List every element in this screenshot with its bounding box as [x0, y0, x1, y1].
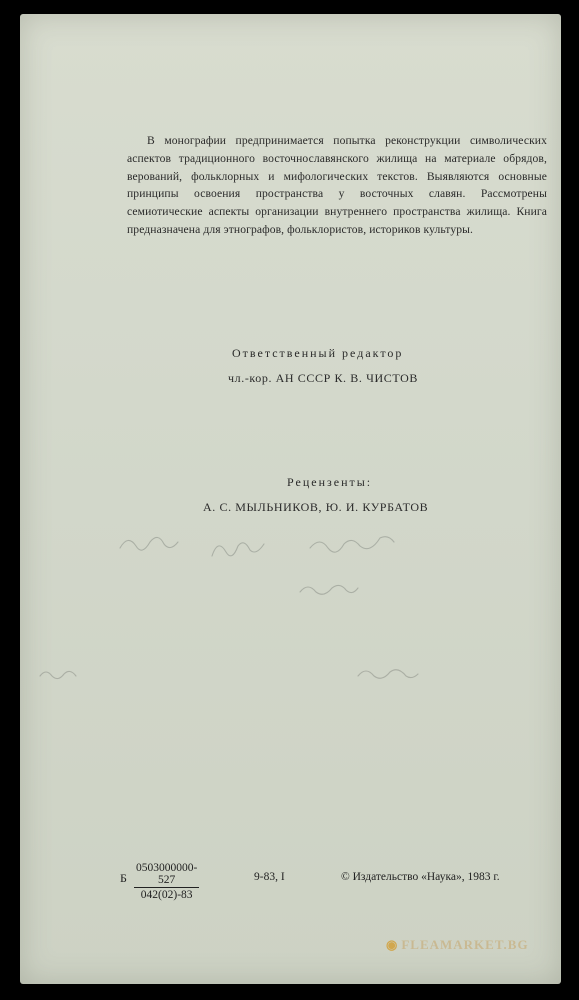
code-fraction [134, 862, 199, 901]
watermark-text: FLEAMARKET.BG [401, 937, 529, 952]
watermark [386, 937, 529, 953]
code-numerator: 0503000000-527 [136, 862, 198, 886]
abstract-paragraph: В монографии предпринимается попытка реконструкции символических аспектов традиционного восточнославянского жилища на материале обрядов, верований, фольклорных и мифологических текстов. Выявляются основные принципы освоения пространства у восточных славян. Рассмотрены семиотические аспекты организации внутреннего пространства жилища. Книга предназначена для этнографов, фольклористов, историков культуры. [127, 134, 547, 236]
reviewers-names: А. С. МЫЛЬНИКОВ, Ю. И. КУРБАТОВ [203, 500, 429, 514]
editor-caption: Ответственный редактор [232, 346, 404, 360]
reviewers-caption: Рецензенты: [287, 475, 373, 489]
editor-name: чл.-кор. АН СССР К. В. ЧИСТОВ [228, 371, 418, 385]
code-letter: Б [120, 871, 127, 885]
watermark-logo-icon: ◉ [386, 937, 399, 952]
code-suffix: 9-83, I [254, 871, 285, 883]
code-denominator: 042(02)-83 [140, 889, 193, 901]
copyright-line: © Издательство «Наука», 1983 г. [341, 871, 500, 883]
